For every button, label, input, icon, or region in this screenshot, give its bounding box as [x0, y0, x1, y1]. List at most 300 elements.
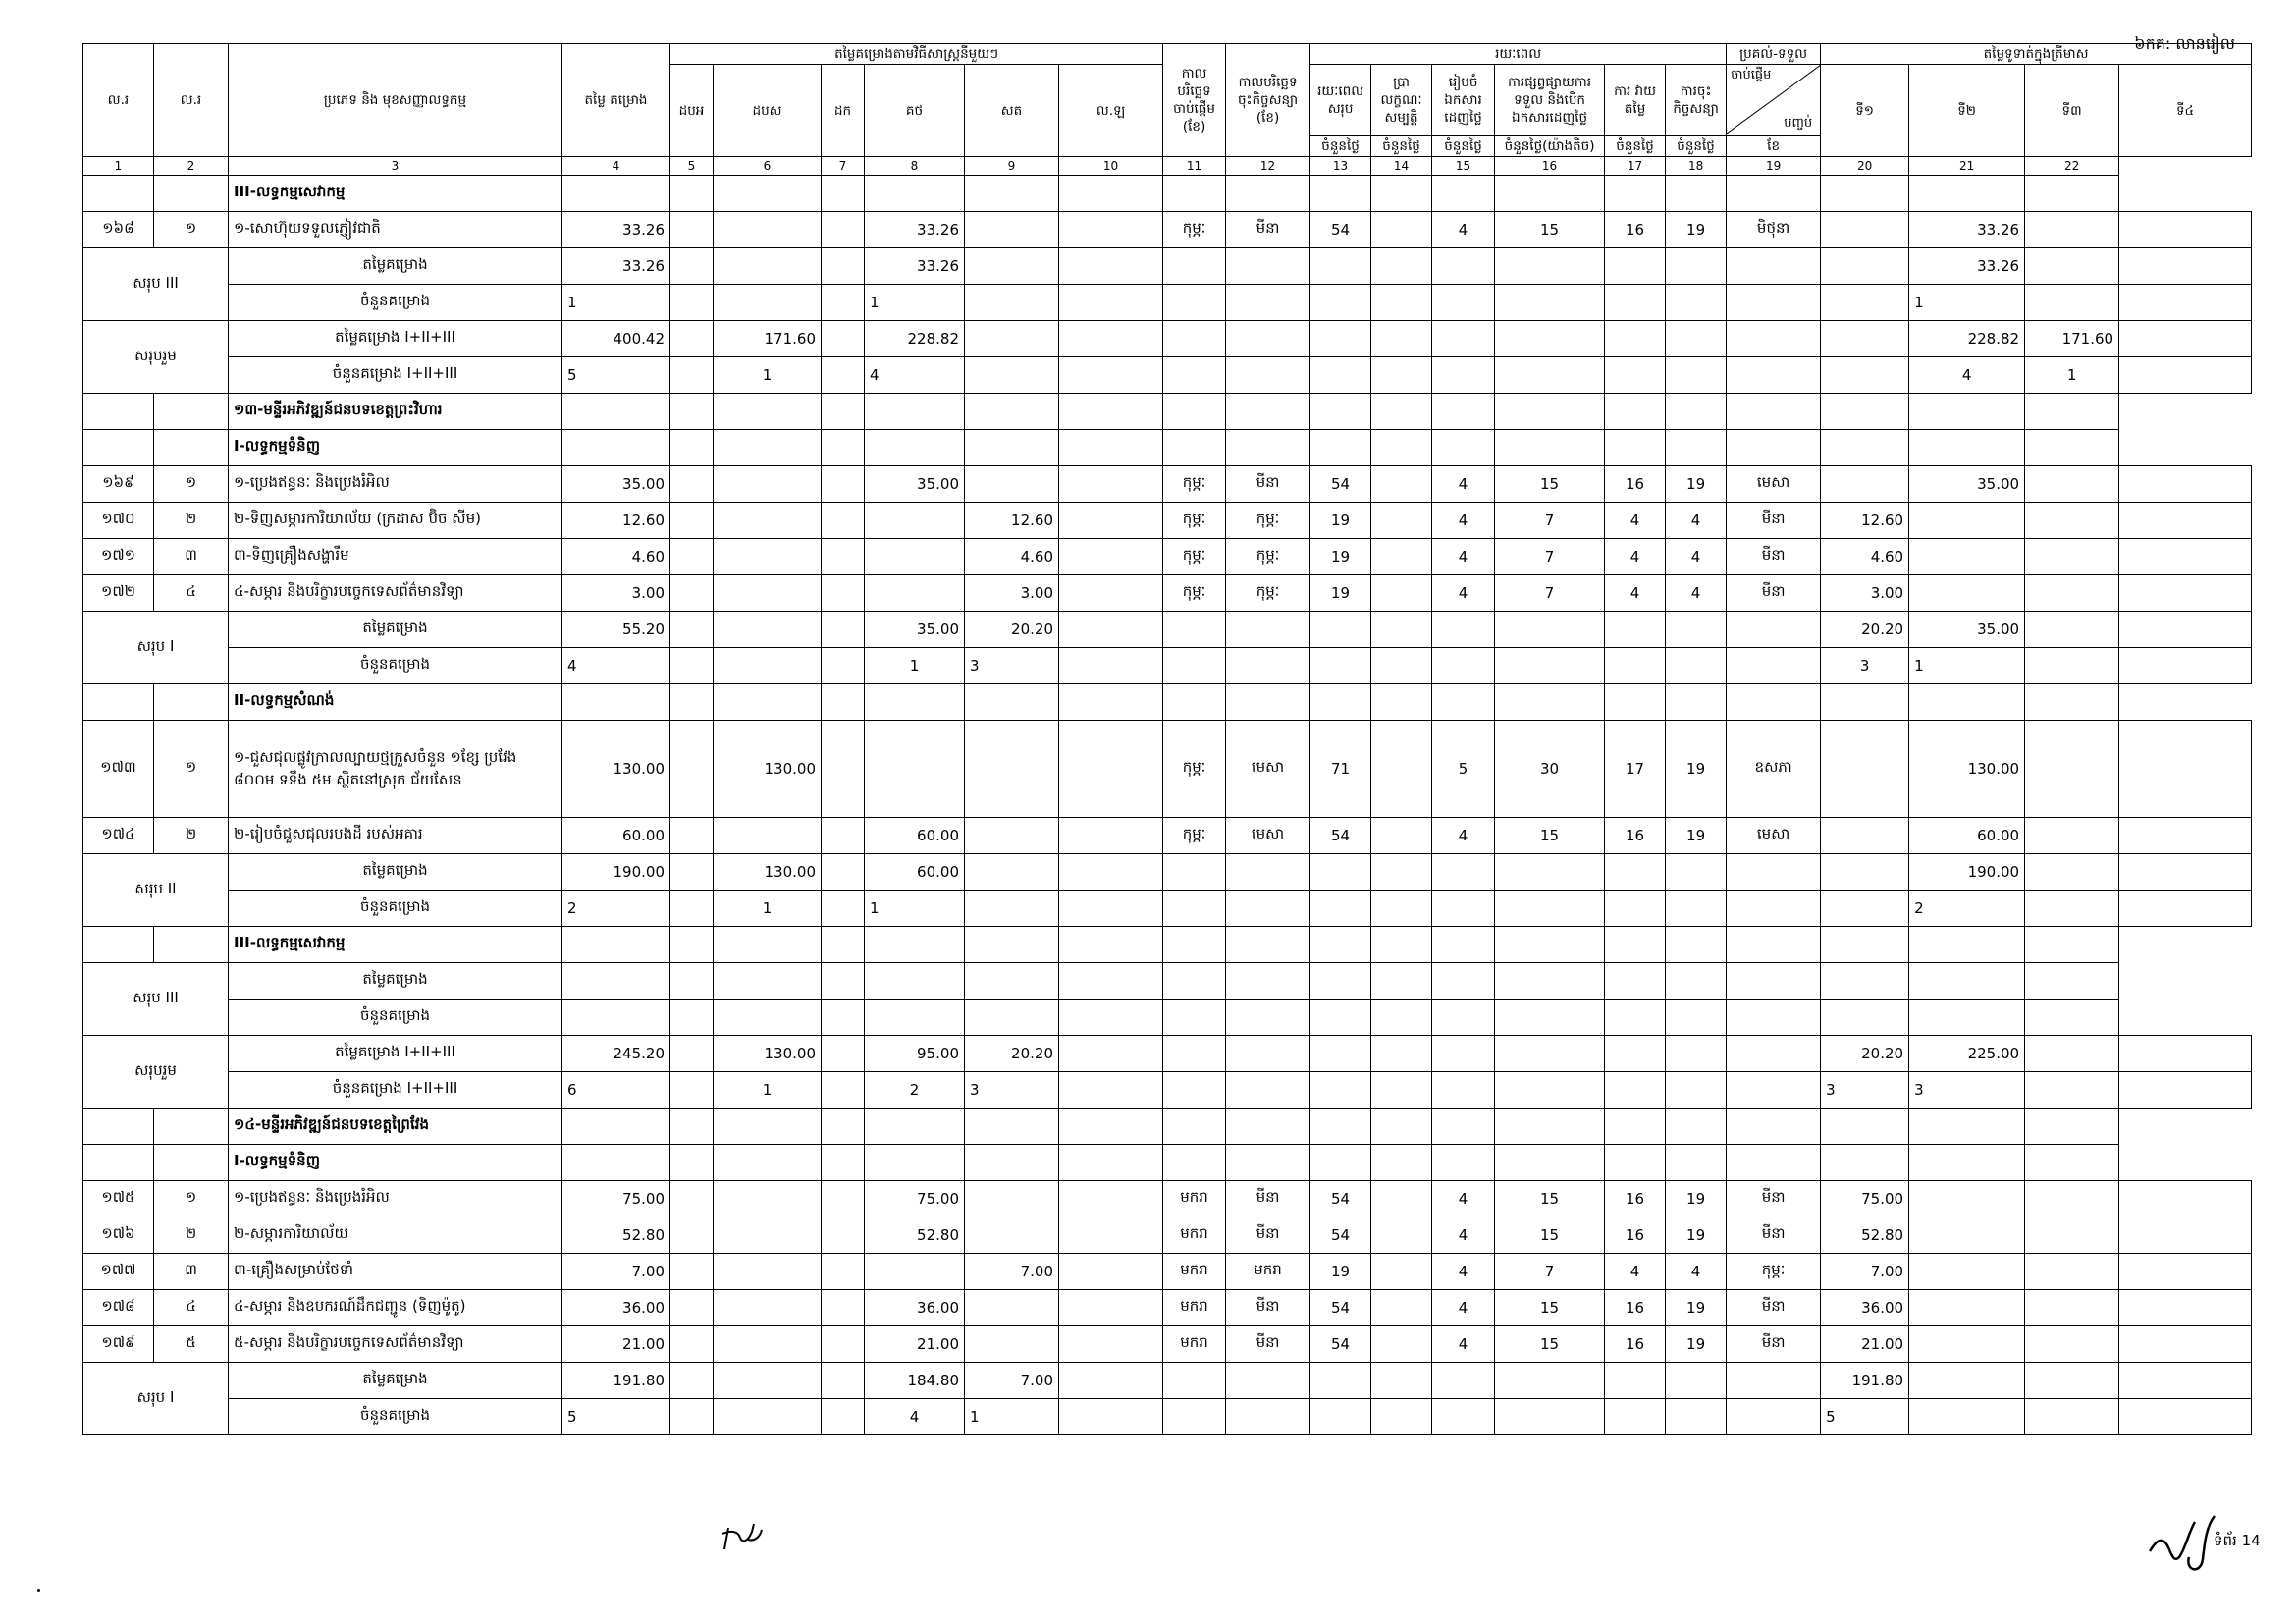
cell-q1: 12.60	[1821, 503, 1909, 539]
col-header-start: កាល បរិច្ឆេទ ចាប់ផ្តើម (ខែ)	[1163, 44, 1226, 157]
cell-subno: ៤	[154, 1290, 229, 1326]
cell-d-eval: 15	[1495, 1326, 1605, 1363]
cell-contract: មករា	[1226, 1254, 1310, 1290]
cell-d-open: 4	[1432, 212, 1495, 248]
table-row	[83, 212, 2252, 248]
col-header-m5: សត	[965, 65, 1059, 157]
delivery-end-label: បញ្ចប់	[1784, 115, 1813, 131]
cell-m4: 35.00	[865, 612, 965, 648]
cell-description: ១-ជួសជុលផ្លូវក្រាលល្បាយថ្មក្រួសចំនួន ១ខ្សែ ប្រវែង ៨០០ម ទទឹង ៥ម ស្ថិតនៅស្រុក ជ័យសែន	[229, 721, 562, 818]
unit-days: ចំនួនថ្ងៃ	[1605, 136, 1666, 157]
cell-d-eval: 15	[1495, 1217, 1605, 1254]
cell-subno: ៣	[154, 1254, 229, 1290]
cell-start: កុម្ភៈ	[1163, 818, 1226, 854]
cell-count-q3: 1	[2025, 357, 2119, 394]
section-heading: II-លទ្ធកម្មសំណង់	[229, 684, 562, 721]
table-row	[83, 503, 2252, 539]
cell-count-m2: 1	[714, 357, 822, 394]
subtotal-label: សរុប III	[83, 963, 229, 1036]
cell-d-open: 4	[1432, 1254, 1495, 1290]
cell-delivery: ឧសភា	[1727, 721, 1821, 818]
subtotal-row	[83, 612, 2252, 648]
cell-no: ១៧៤	[83, 818, 154, 854]
col-number: 16	[1495, 157, 1605, 176]
col-header-quarter-group: តម្លៃទូទាត់ក្នុងត្រីមាស	[1821, 44, 2252, 65]
table-row	[83, 721, 2252, 818]
cell-d-total: 54	[1310, 1326, 1371, 1363]
cell-m4: 95.00	[865, 1036, 965, 1072]
cell-q1: 20.20	[1821, 1036, 1909, 1072]
table-row	[83, 575, 2252, 612]
cell-subno: ២	[154, 503, 229, 539]
cell-price: 36.00	[562, 1290, 670, 1326]
cell-price: 33.26	[562, 248, 670, 285]
cell-q1: 7.00	[1821, 1254, 1909, 1290]
cell-d-total: 54	[1310, 818, 1371, 854]
unit-month: ខែ	[1727, 136, 1821, 157]
cell-count: 1	[562, 285, 670, 321]
cell-d-open: 4	[1432, 1181, 1495, 1217]
department-heading-row	[83, 1109, 2252, 1145]
subtotal-count-row	[83, 648, 2252, 684]
cell-d-eval: 7	[1495, 1254, 1605, 1290]
grand-total-count-row	[83, 1072, 2252, 1109]
cell-d-sign: 4	[1666, 1254, 1727, 1290]
cell-d-eval: 30	[1495, 721, 1605, 818]
cell-description: ៤-សម្ភារ និងបរិក្ខារបច្ចេកទេសព័ត៌មានវិទ្យា	[229, 575, 562, 612]
cell-d-eval: 15	[1495, 1181, 1605, 1217]
col-number: 1	[83, 157, 154, 176]
col-number: 21	[1909, 157, 2025, 176]
subtotal-label: សរុប I	[83, 1363, 229, 1435]
cell-d-open: 4	[1432, 1290, 1495, 1326]
cell-d-award: 16	[1605, 1217, 1666, 1254]
unit-days-working: ចំនួនថ្ងៃ(យ៉ាងតិច)	[1495, 136, 1605, 157]
col-header-price: តម្លៃ គម្រោង	[562, 44, 670, 157]
cell-count-q2: 1	[1909, 285, 2025, 321]
cell-subno: ២	[154, 818, 229, 854]
cell-d-eval: 7	[1495, 575, 1605, 612]
cell-q1: 3.00	[1821, 575, 1909, 612]
table-row	[83, 818, 2252, 854]
cell-d-total: 54	[1310, 1181, 1371, 1217]
row-label: ចំនួនគម្រោង I+II+III	[229, 357, 562, 394]
cell-description: ១-ប្រេងឥន្ធនៈ និងប្រេងរំអិល	[229, 466, 562, 503]
cell-price: 60.00	[562, 818, 670, 854]
cell-d-award: 17	[1605, 721, 1666, 818]
cell-m5: 3.00	[965, 575, 1059, 612]
cell-q2: 225.00	[1909, 1036, 2025, 1072]
col-header-m1: ដបអ	[670, 65, 714, 157]
cell-count-q1: 5	[1821, 1399, 1909, 1435]
col-number: 18	[1666, 157, 1727, 176]
cell-m4: 33.26	[865, 212, 965, 248]
cell-no: ១៧៧	[83, 1254, 154, 1290]
cell-m5: 7.00	[965, 1363, 1059, 1399]
department-heading-row	[83, 394, 2252, 430]
cell-price: 35.00	[562, 466, 670, 503]
cell-contract: មីនា	[1226, 1181, 1310, 1217]
cell-description: ១-ប្រេងឥន្ធនៈ និងប្រេងរំអិល	[229, 1181, 562, 1217]
col-header-d-total: រយៈពេល សរុប	[1310, 65, 1371, 136]
subtotal-label: សរុប II	[83, 854, 229, 927]
col-number: 20	[1821, 157, 1909, 176]
cell-m4: 52.80	[865, 1217, 965, 1254]
col-header-d-award: ការ វាយតម្លៃ	[1605, 65, 1666, 136]
cell-contract: មីនា	[1226, 212, 1310, 248]
cell-q1: 36.00	[1821, 1290, 1909, 1326]
col-header-q4: ទី៤	[2119, 65, 2252, 157]
table-row	[83, 1290, 2252, 1326]
cell-d-total: 54	[1310, 1290, 1371, 1326]
cell-count-m5: 1	[965, 1399, 1059, 1435]
cell-d-total: 19	[1310, 503, 1371, 539]
cell-count: 6	[562, 1072, 670, 1109]
page-number: ទំព័រ 14	[2214, 1532, 2261, 1549]
cell-count-m5: 3	[965, 1072, 1059, 1109]
cell-start: មករា	[1163, 1181, 1226, 1217]
col-header-contract: កាលបរិច្ឆេទ ចុះកិច្ចសន្យា (ខែ)	[1226, 44, 1310, 157]
cell-d-award: 4	[1605, 503, 1666, 539]
cell-price: 400.42	[562, 321, 670, 357]
cell-count-q1: 3	[1821, 1072, 1909, 1109]
cell-q1: 191.80	[1821, 1363, 1909, 1399]
cell-count-q2: 4	[1909, 357, 2025, 394]
cell-contract: មីនា	[1226, 1217, 1310, 1254]
cell-m4: 228.82	[865, 321, 965, 357]
cell-subno: ២	[154, 1217, 229, 1254]
cell-m4: 60.00	[865, 818, 965, 854]
cell-start: មករា	[1163, 1217, 1226, 1254]
section-heading: III-លទ្ធកម្មសេវាកម្ម	[229, 176, 562, 212]
unit-days: ចំនួនថ្ងៃ	[1310, 136, 1371, 157]
initial-signature-right	[2146, 1512, 2224, 1585]
cell-description: ២-ទិញសម្ភារការិយាល័យ (ក្រដាស ប៊ិច សីម)	[229, 503, 562, 539]
cell-contract: កុម្ភៈ	[1226, 575, 1310, 612]
grand-total-row	[83, 321, 2252, 357]
cell-count: 2	[562, 891, 670, 927]
delivery-start-label: ចាប់ផ្តើម	[1731, 68, 1772, 83]
cell-start: មករា	[1163, 1326, 1226, 1363]
cell-no: ១៧០	[83, 503, 154, 539]
col-number: 7	[822, 157, 865, 176]
cell-description: ៥-សម្ភារ និងបរិក្ខារបច្ចេកទេសព័ត៌មានវិទ្យា	[229, 1326, 562, 1363]
cell-d-open: 4	[1432, 503, 1495, 539]
cell-d-award: 16	[1605, 212, 1666, 248]
cell-d-award: 16	[1605, 1181, 1666, 1217]
cell-delivery: មីនា	[1727, 503, 1821, 539]
subtotal-count-row	[83, 1399, 2252, 1435]
col-header-description: ប្រភេទ និង មុខសញ្ញាលទ្ធកម្ម	[229, 44, 562, 157]
cell-d-eval: 15	[1495, 1290, 1605, 1326]
col-header-m6: ល.ឡ	[1059, 65, 1163, 157]
cell-d-sign: 4	[1666, 575, 1727, 612]
col-header-duration-group: រយៈពេល	[1310, 44, 1727, 65]
cell-delivery: មេសា	[1727, 466, 1821, 503]
cell-m4: 75.00	[865, 1181, 965, 1217]
col-number: 9	[965, 157, 1059, 176]
cell-count-m4: 1	[865, 891, 965, 927]
cell-delivery: មីនា	[1727, 539, 1821, 575]
cell-m4: 33.26	[865, 248, 965, 285]
section-heading: I-លទ្ធកម្មទំនិញ	[229, 1145, 562, 1181]
col-number: 22	[2025, 157, 2119, 176]
cell-d-total: 54	[1310, 1217, 1371, 1254]
table-row	[83, 1181, 2252, 1217]
cell-delivery: មីនា	[1727, 1290, 1821, 1326]
cell-count: 5	[562, 357, 670, 394]
section-heading-row	[83, 430, 2252, 466]
col-header-no: ល.រ	[83, 44, 154, 157]
cell-subno: ១	[154, 721, 229, 818]
cell-start: មករា	[1163, 1254, 1226, 1290]
cell-count-q2: 1	[1909, 648, 2025, 684]
row-label: ចំនួនគម្រោង	[229, 891, 562, 927]
table-row	[83, 1326, 2252, 1363]
cell-count-m4: 4	[865, 1399, 965, 1435]
cell-d-eval: 15	[1495, 818, 1605, 854]
cell-count-m5: 3	[965, 648, 1059, 684]
cell-d-total: 54	[1310, 466, 1371, 503]
cell-subno: ១	[154, 466, 229, 503]
cell-d-total: 54	[1310, 212, 1371, 248]
col-header-m3: ដក	[822, 65, 865, 157]
cell-m4: 21.00	[865, 1326, 965, 1363]
unit-days: ចំនួនថ្ងៃ	[1371, 136, 1432, 157]
cell-price: 190.00	[562, 854, 670, 891]
cell-d-award: 4	[1605, 1254, 1666, 1290]
row-label: តម្លៃគម្រោង	[229, 248, 562, 285]
cell-contract: មេសា	[1226, 818, 1310, 854]
cell-d-eval: 7	[1495, 503, 1605, 539]
col-header-d-sign: ការចុះ កិច្ចសន្យា	[1666, 65, 1727, 136]
cell-q2: 33.26	[1909, 212, 2025, 248]
cell-q2: 60.00	[1909, 818, 2025, 854]
col-number: 15	[1432, 157, 1495, 176]
cell-subno: ៣	[154, 539, 229, 575]
cell-no: ១៧៥	[83, 1181, 154, 1217]
cell-delivery: មីនា	[1727, 1326, 1821, 1363]
subtotal-count-row	[83, 285, 2252, 321]
cell-price: 12.60	[562, 503, 670, 539]
cell-d-open: 4	[1432, 575, 1495, 612]
initial-signature-left	[719, 1520, 768, 1563]
subtotal-count-row	[83, 1000, 2252, 1036]
cell-d-sign: 4	[1666, 503, 1727, 539]
cell-q2: 33.26	[1909, 248, 2025, 285]
section-heading: III-លទ្ធកម្មសេវាកម្ម	[229, 927, 562, 963]
col-number: 8	[865, 157, 965, 176]
scan-speck	[37, 1589, 40, 1592]
grand-total-count-row	[83, 357, 2252, 394]
cell-d-open: 4	[1432, 1217, 1495, 1254]
cell-price: 3.00	[562, 575, 670, 612]
cell-price: 52.80	[562, 1217, 670, 1254]
cell-price: 245.20	[562, 1036, 670, 1072]
col-header-d-eval: ការផ្សព្វផ្សាយការ ទទួល និងបើក ឯកសារដេញថ្លៃ	[1495, 65, 1605, 136]
cell-contract: មេសា	[1226, 721, 1310, 818]
cell-no: ១៧៦	[83, 1217, 154, 1254]
department-heading: ១៤-មន្ទីរអភិវឌ្ឍន៍ជនបទខេត្តព្រៃវែង	[229, 1109, 562, 1145]
cell-d-sign: 19	[1666, 1326, 1727, 1363]
cell-m4: 35.00	[865, 466, 965, 503]
cell-m2: 130.00	[714, 721, 822, 818]
cell-d-award: 16	[1605, 1290, 1666, 1326]
cell-start: មករា	[1163, 1290, 1226, 1326]
cell-q1: 52.80	[1821, 1217, 1909, 1254]
cell-q2: 35.00	[1909, 612, 2025, 648]
cell-d-eval: 15	[1495, 212, 1605, 248]
cell-m4: 60.00	[865, 854, 965, 891]
cell-delivery: កុម្ភៈ	[1727, 1254, 1821, 1290]
table-row	[83, 1217, 2252, 1254]
cell-price: 55.20	[562, 612, 670, 648]
cell-d-open: 4	[1432, 466, 1495, 503]
cell-d-open: 5	[1432, 721, 1495, 818]
cell-d-total: 71	[1310, 721, 1371, 818]
col-number: 3	[229, 157, 562, 176]
cell-m2: 130.00	[714, 1036, 822, 1072]
col-header-d-prep: ប្រា លក្ខណៈ សម្បត្តិ	[1371, 65, 1432, 136]
cell-d-sign: 19	[1666, 1290, 1727, 1326]
cell-no: ១៧៣	[83, 721, 154, 818]
unit-days: ចំនួនថ្ងៃ	[1432, 136, 1495, 157]
cell-count-m4: 1	[865, 648, 965, 684]
table-row	[83, 466, 2252, 503]
cell-count-m4: 1	[865, 285, 965, 321]
section-heading-row	[83, 1145, 2252, 1181]
cell-d-award: 16	[1605, 818, 1666, 854]
cell-d-open: 4	[1432, 818, 1495, 854]
cell-m5: 20.20	[965, 612, 1059, 648]
row-label: ចំនួនគម្រោង I+II+III	[229, 1072, 562, 1109]
subtotal-label: សរុប I	[83, 612, 229, 684]
row-label: តម្លៃគម្រោង	[229, 1363, 562, 1399]
col-header-subno: ល.រ	[154, 44, 229, 157]
cell-delivery: មេសា	[1727, 818, 1821, 854]
cell-description: ៣-ទិញគ្រឿងសង្ហារឹម	[229, 539, 562, 575]
cell-m2: 171.60	[714, 321, 822, 357]
cell-d-eval: 7	[1495, 539, 1605, 575]
cell-count-m2: 1	[714, 1072, 822, 1109]
cell-price: 7.00	[562, 1254, 670, 1290]
cell-delivery: មិថុនា	[1727, 212, 1821, 248]
cell-price: 75.00	[562, 1181, 670, 1217]
grand-total-label: សរុបរួម	[83, 321, 229, 394]
cell-count-q2: 3	[1909, 1072, 2025, 1109]
cell-m4: 184.80	[865, 1363, 965, 1399]
row-label: ចំនួនគម្រោង	[229, 285, 562, 321]
col-header-delivery-start-end	[1727, 65, 1821, 136]
procurement-plan-table	[82, 43, 2252, 1435]
col-header-m4: គថ	[865, 65, 965, 157]
col-header-d-open: រៀបចំ ឯកសារ ដេញថ្លៃ	[1432, 65, 1495, 136]
row-label: ចំនួនគម្រោង	[229, 1399, 562, 1435]
cell-d-eval: 15	[1495, 466, 1605, 503]
cell-d-total: 19	[1310, 539, 1371, 575]
cell-subno: ១	[154, 212, 229, 248]
row-label: តម្លៃគម្រោង	[229, 963, 562, 1000]
cell-delivery: មីនា	[1727, 1217, 1821, 1254]
cell-delivery: មីនា	[1727, 575, 1821, 612]
cell-m4: 36.00	[865, 1290, 965, 1326]
col-number: 6	[714, 157, 822, 176]
cell-price: 33.26	[562, 212, 670, 248]
cell-description: ៣-គ្រឿងសម្រាប់ថែទាំ	[229, 1254, 562, 1290]
subtotal-count-row	[83, 891, 2252, 927]
section-heading: I-លទ្ធកម្មទំនិញ	[229, 430, 562, 466]
col-header-m2: ដបស	[714, 65, 822, 157]
cell-q2: 190.00	[1909, 854, 2025, 891]
cell-m5: 20.20	[965, 1036, 1059, 1072]
cell-contract: កុម្ភៈ	[1226, 539, 1310, 575]
cell-start: កុម្ភៈ	[1163, 503, 1226, 539]
cell-contract: មីនា	[1226, 1326, 1310, 1363]
cell-q1: 20.20	[1821, 612, 1909, 648]
cell-subno: ៤	[154, 575, 229, 612]
cell-no: ១៧៩	[83, 1326, 154, 1363]
cell-no: ១៧២	[83, 575, 154, 612]
cell-price: 191.80	[562, 1363, 670, 1399]
cell-description: ២-រៀបចំជួសជុលរបងដី របស់អគារ	[229, 818, 562, 854]
row-label: ចំនួនគម្រោង	[229, 648, 562, 684]
subtotal-row	[83, 1363, 2252, 1399]
cell-price: 21.00	[562, 1326, 670, 1363]
cell-m2: 130.00	[714, 854, 822, 891]
col-number: 17	[1605, 157, 1666, 176]
cell-m5: 4.60	[965, 539, 1059, 575]
cell-d-award: 16	[1605, 466, 1666, 503]
subtotal-label: សរុប III	[83, 248, 229, 321]
cell-d-sign: 19	[1666, 818, 1727, 854]
col-header-q1: ទី១	[1821, 65, 1909, 157]
subtotal-row	[83, 248, 2252, 285]
cell-contract: កុម្ភៈ	[1226, 503, 1310, 539]
row-label: ចំនួនគម្រោង	[229, 1000, 562, 1036]
unit-days: ចំនួនថ្ងៃ	[1666, 136, 1727, 157]
cell-d-total: 19	[1310, 575, 1371, 612]
cell-count-q2: 2	[1909, 891, 2025, 927]
cell-description: ២-សម្ភារការិយាល័យ	[229, 1217, 562, 1254]
cell-d-sign: 4	[1666, 539, 1727, 575]
col-number: 12	[1226, 157, 1310, 176]
col-header-delivery-group: ប្រគល់-ទទួល	[1727, 44, 1821, 65]
cell-no: ១៦៨	[83, 212, 154, 248]
cell-subno: ១	[154, 1181, 229, 1217]
cell-q1: 4.60	[1821, 539, 1909, 575]
cell-price: 130.00	[562, 721, 670, 818]
header-row-1	[83, 44, 2252, 65]
cell-price: 4.60	[562, 539, 670, 575]
cell-d-sign: 19	[1666, 1181, 1727, 1217]
currency-unit-label: ៦កគ: លានរៀល	[2134, 34, 2235, 53]
cell-d-sign: 19	[1666, 466, 1727, 503]
cell-d-sign: 19	[1666, 1217, 1727, 1254]
cell-no: ១៧១	[83, 539, 154, 575]
table-row	[83, 1254, 2252, 1290]
cell-subno: ៥	[154, 1326, 229, 1363]
cell-d-sign: 19	[1666, 212, 1727, 248]
cell-d-award: 4	[1605, 575, 1666, 612]
row-label: តម្លៃគម្រោង I+II+III	[229, 321, 562, 357]
cell-no: ១៧៨	[83, 1290, 154, 1326]
cell-start: កុម្ភៈ	[1163, 466, 1226, 503]
cell-count-m4: 2	[865, 1072, 965, 1109]
cell-q3: 171.60	[2025, 321, 2119, 357]
cell-start: កុម្ភៈ	[1163, 539, 1226, 575]
column-number-row	[83, 157, 2252, 176]
grand-total-row	[83, 1036, 2252, 1072]
